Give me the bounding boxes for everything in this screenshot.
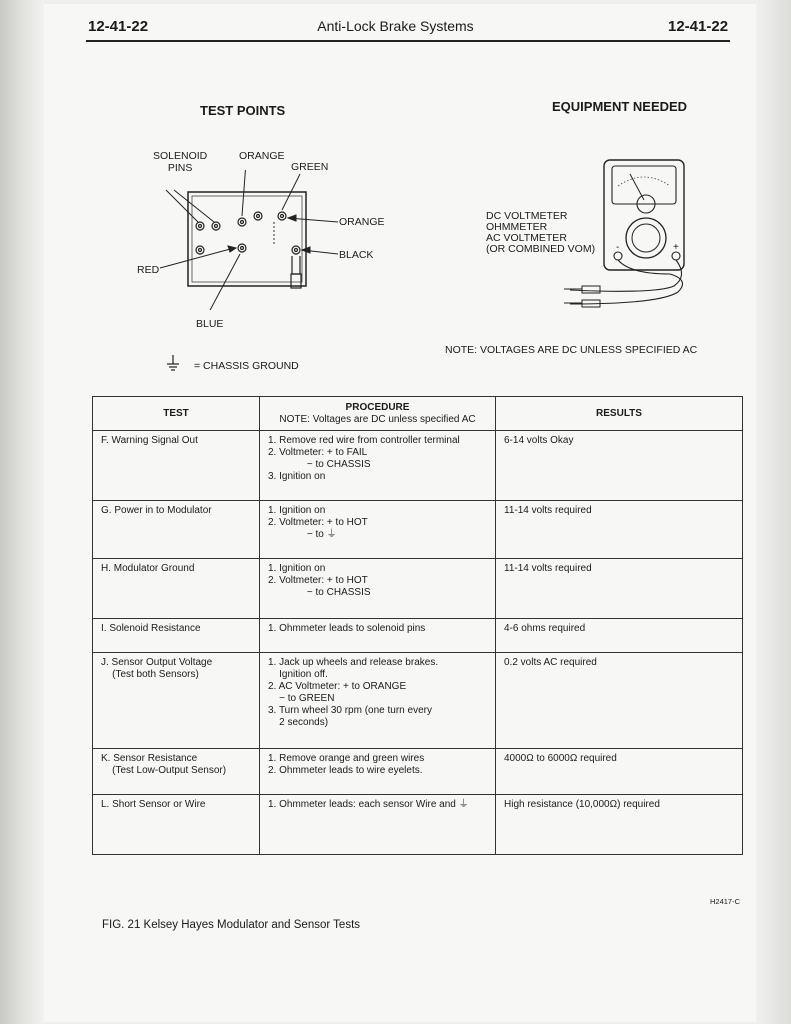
test-cell <box>93 653 260 749</box>
test-line: (Test Low-Output Sensor) <box>101 765 227 776</box>
label-orange-top: ORANGE <box>239 150 285 162</box>
test-cell <box>93 501 260 559</box>
test-cell <box>93 559 260 619</box>
test-points-title: TEST POINTS <box>200 103 286 118</box>
header-procedure <box>260 397 496 431</box>
results-cell: 11-14 volts required <box>496 559 743 619</box>
test-cell <box>93 431 260 501</box>
meter-minus-label: - <box>616 242 620 253</box>
test-line: J. Sensor Output Voltage <box>101 657 213 668</box>
meter-line-dc-voltmeter: DC VOLTMETER <box>486 210 568 222</box>
label-green: GREEN <box>291 161 329 173</box>
procedure-cell <box>260 501 496 559</box>
meter-line-ohmmeter: OHMMETER <box>486 221 548 233</box>
procedure-cell <box>260 749 496 795</box>
table-row <box>93 653 743 749</box>
header-test: TEST <box>93 397 260 431</box>
test-line: K. Sensor Resistance <box>101 753 198 764</box>
table-row <box>93 431 743 501</box>
procedure-cell <box>260 795 496 855</box>
procedure-line: 1. Ohmmeter leads: each sensor Wire and ⏚ <box>268 799 469 810</box>
test-line: L. Short Sensor or Wire <box>101 799 206 810</box>
procedure-line: 1. Jack up wheels and release brakes. <box>268 657 439 668</box>
table-row <box>93 559 743 619</box>
header-procedure-note: NOTE: Voltages are DC unless specified AC <box>279 413 476 425</box>
table-row <box>93 795 743 855</box>
procedure-line: 1. Remove red wire from controller terminal <box>268 435 460 446</box>
procedure-line: − to ⏚ <box>268 529 337 540</box>
figure-caption: FIG. 21 Kelsey Hayes Modulator and Sensor Tests <box>102 919 361 931</box>
procedure-line: 2. Ohmmeter leads to wire eyelets. <box>268 765 423 776</box>
test-cell <box>93 795 260 855</box>
ground-symbol-icon <box>166 355 180 375</box>
test-line: H. Modulator Ground <box>101 563 195 574</box>
modulator-connector-diagram <box>130 170 350 310</box>
test-line: I. Solenoid Resistance <box>101 623 201 634</box>
procedure-line: 3. Turn wheel 30 rpm (one turn every <box>268 705 432 716</box>
procedure-line: 1. Ignition on <box>268 563 326 574</box>
header-procedure-label: PROCEDURE <box>345 401 410 413</box>
figure-id: H2417-C <box>710 897 741 906</box>
results-cell: 11-14 volts required <box>496 501 743 559</box>
page-edge <box>756 0 791 1024</box>
results-cell: High resistance (10,000Ω) required <box>496 795 743 855</box>
test-line: G. Power in to Modulator <box>101 505 212 516</box>
voltage-note: NOTE: VOLTAGES ARE DC UNLESS SPECIFIED AC <box>445 344 698 356</box>
binding-edge <box>0 0 44 1024</box>
procedure-line: 1. Ignition on <box>268 505 326 516</box>
test-line: F. Warning Signal Out <box>101 435 198 446</box>
procedure-line: 2. Voltmeter: + to HOT <box>268 517 368 528</box>
results-cell: 4-6 ohms required <box>496 619 743 653</box>
procedure-line: 1. Remove orange and green wires <box>268 753 425 764</box>
page-number-right: 12-41-22 <box>668 18 729 35</box>
meter-line-ac-voltmeter: AC VOLTMETER <box>486 232 567 244</box>
header-results: RESULTS <box>496 397 743 431</box>
table-row <box>93 749 743 795</box>
meter-plus-label: + <box>673 242 679 253</box>
table-header-row <box>93 397 743 431</box>
procedure-line: Ignition off. <box>268 669 328 680</box>
table-row <box>93 501 743 559</box>
procedure-line: − to GREEN <box>268 693 335 704</box>
test-line: (Test both Sensors) <box>101 669 199 680</box>
procedure-cell <box>260 431 496 501</box>
results-cell: 0.2 volts AC required <box>496 653 743 749</box>
procedure-line: 3. Ignition on <box>268 471 326 482</box>
meter-line-combined-vom: (OR COMBINED VOM) <box>486 243 596 255</box>
procedure-line: − to CHASSIS <box>268 459 371 470</box>
procedure-line: − to CHASSIS <box>268 587 371 598</box>
page-title: Anti-Lock Brake Systems <box>317 18 474 34</box>
chassis-ground-legend: = CHASSIS GROUND <box>194 360 299 372</box>
table-row <box>93 619 743 653</box>
results-cell: 6-14 volts Okay <box>496 431 743 501</box>
header-rule <box>86 40 730 42</box>
test-cell <box>93 749 260 795</box>
procedure-line: 2. Voltmeter: + to FAIL <box>268 447 368 458</box>
procedure-line: 2 seconds) <box>268 717 329 728</box>
label-solenoid-pins: SOLENOID PINS <box>153 150 208 174</box>
test-cell <box>93 619 260 653</box>
label-black: BLACK <box>339 249 374 261</box>
results-cell: 4000Ω to 6000Ω required <box>496 749 743 795</box>
procedure-cell <box>260 653 496 749</box>
label-blue: BLUE <box>196 318 224 330</box>
label-red: RED <box>137 264 160 276</box>
multimeter-icon <box>560 156 690 316</box>
label-orange-right: ORANGE <box>339 216 385 228</box>
procedure-line: 2. AC Voltmeter: + to ORANGE <box>268 681 407 692</box>
equipment-needed-title: EQUIPMENT NEEDED <box>552 99 688 114</box>
page-number-left: 12-41-22 <box>88 18 149 35</box>
procedure-cell <box>260 619 496 653</box>
procedure-line: 2. Voltmeter: + to HOT <box>268 575 368 586</box>
test-procedure-table <box>92 396 743 855</box>
procedure-cell <box>260 559 496 619</box>
procedure-line: 1. Ohmmeter leads to solenoid pins <box>268 623 426 634</box>
